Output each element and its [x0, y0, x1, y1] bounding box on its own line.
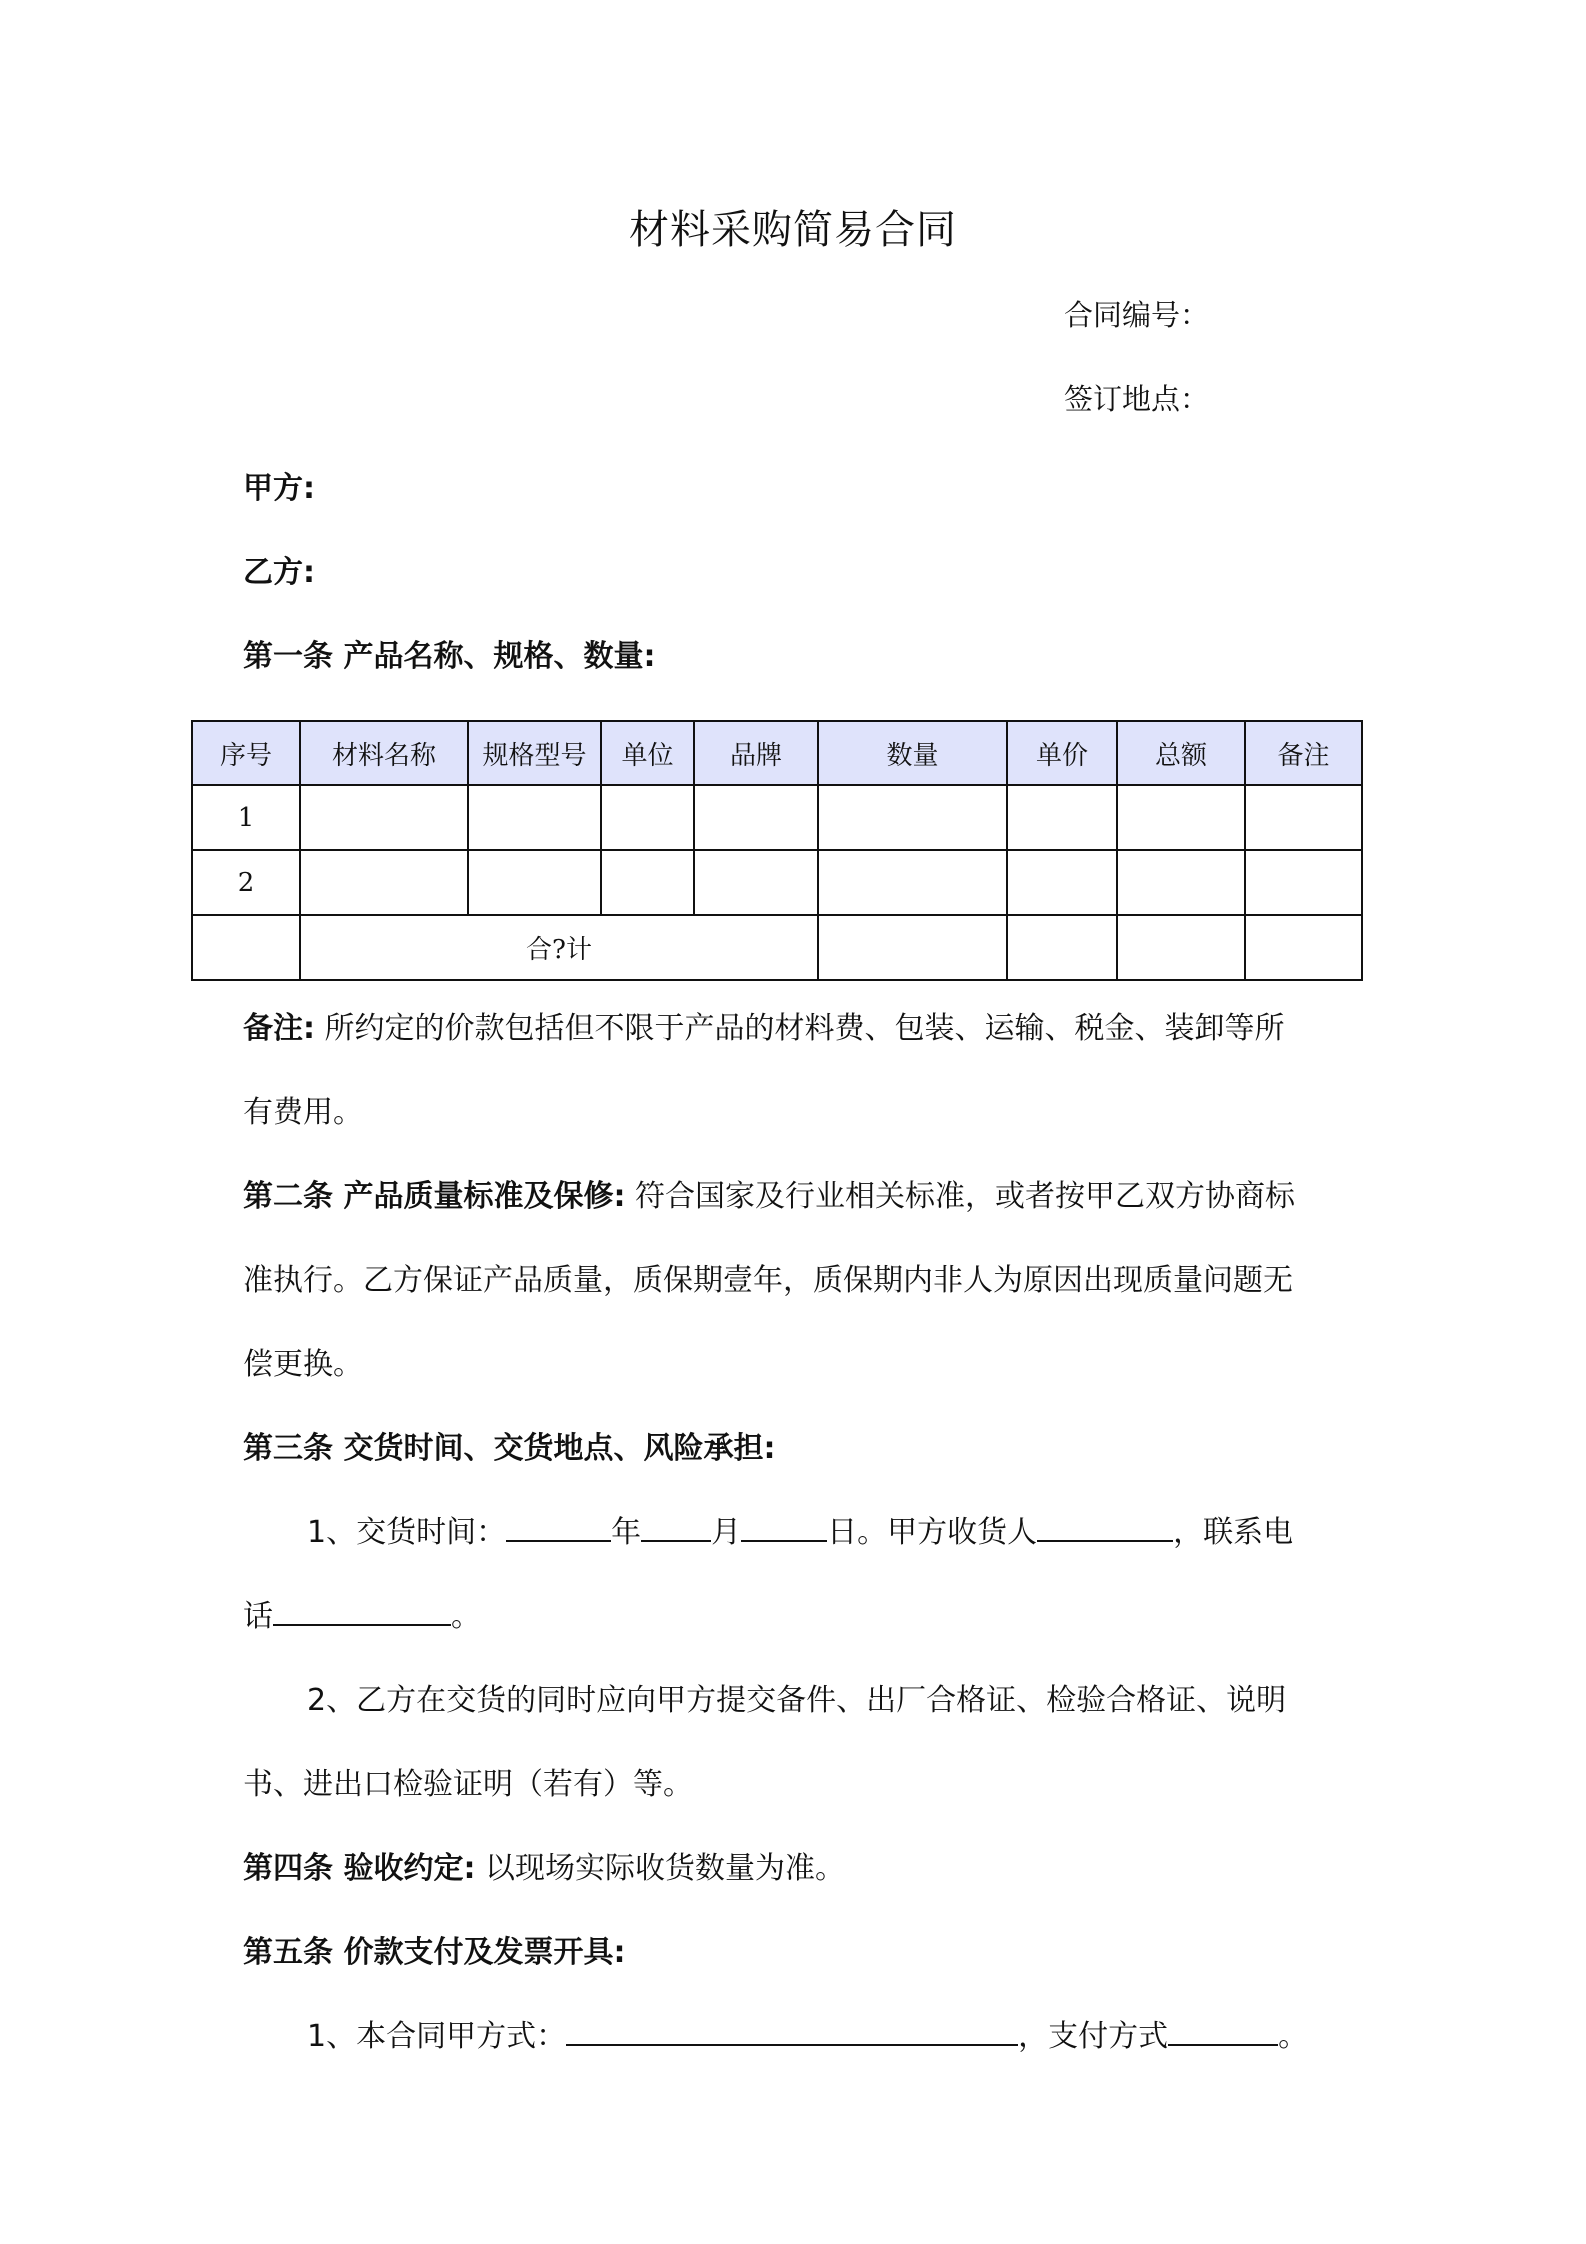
total-unit-price-cell[interactable]: [1007, 915, 1117, 980]
table-cell[interactable]: [1245, 785, 1362, 850]
table-header-row: [192, 721, 1362, 785]
telephone-end: 。: [451, 1599, 481, 1634]
table-row: [192, 850, 1362, 915]
article-2-line-1: 符合国家及行业相关标准，或者按甲乙双方协商标: [625, 1179, 1295, 1214]
article-4-text: 以现场实际收货数量为准。: [475, 1851, 845, 1886]
table-cell[interactable]: [1245, 850, 1362, 915]
receiver-blank[interactable]: [1037, 1512, 1173, 1542]
article-1-heading: 第一条 产品名称、规格、数量:: [243, 639, 656, 674]
header-remark: 备注: [1245, 721, 1362, 785]
signing-place-label: 签订地点：: [1064, 382, 1210, 416]
documents-line-1: 2、乙方在交货的同时应向甲方提交备件、出厂合格证、检验合格证、说明: [307, 1683, 1287, 1718]
documents-line-2: 书、进出口检验证明（若有）等。: [243, 1767, 693, 1802]
table-cell[interactable]: [300, 785, 468, 850]
remark-paragraph: [243, 1003, 1363, 1047]
payment-prefix: 1、本合同甲方式：: [307, 2019, 567, 2054]
table-cell[interactable]: [1007, 785, 1117, 850]
row-serial: 2: [192, 850, 300, 915]
article-4-paragraph: [243, 1843, 1363, 1887]
article-2-line-2: 准执行。乙方保证产品质量，质保期壹年，质保期内非人为原因出现质量问题无: [243, 1263, 1293, 1298]
month-blank[interactable]: [641, 1512, 711, 1542]
telephone-blank[interactable]: [273, 1596, 451, 1626]
table-cell[interactable]: [818, 850, 1007, 915]
telephone-label: 话: [243, 1599, 273, 1634]
table-cell[interactable]: [1117, 785, 1245, 850]
party-a-label: 甲方:: [243, 471, 315, 506]
table-cell[interactable]: [192, 915, 300, 980]
total-amount-cell[interactable]: [1117, 915, 1245, 980]
contract-number-label: 合同编号：: [1064, 298, 1210, 332]
total-remark-cell[interactable]: [1245, 915, 1362, 980]
table-cell[interactable]: [601, 850, 694, 915]
payment-method-label: ，支付方式: [1018, 2019, 1169, 2054]
article-5-heading: 第五条 价款支付及发票开具:: [243, 1935, 626, 1970]
day-blank[interactable]: [741, 1512, 827, 1542]
row-serial: 1: [192, 785, 300, 850]
article-4-heading: 第四条 验收约定:: [243, 1851, 476, 1886]
table-cell[interactable]: [818, 785, 1007, 850]
header-spec-model: 规格型号: [468, 721, 601, 785]
payment-method-blank[interactable]: [1168, 2016, 1278, 2046]
year-blank[interactable]: [506, 1512, 611, 1542]
article-2-line-3: 偿更换。: [243, 1347, 363, 1382]
header-unit: 单位: [601, 721, 694, 785]
table-cell[interactable]: [468, 785, 601, 850]
document-title: 材料采购简易合同: [629, 207, 957, 253]
table-cell[interactable]: [300, 850, 468, 915]
remark-label: 备注:: [243, 1011, 315, 1046]
remark-line-1: 所约定的价款包括但不限于产品的材料费、包装、运输、税金、装卸等所: [315, 1011, 1285, 1046]
table-cell[interactable]: [1117, 850, 1245, 915]
table-cell[interactable]: [468, 850, 601, 915]
header-total-amount: 总额: [1117, 721, 1245, 785]
header-brand: 品牌: [694, 721, 818, 785]
payment-end: 。: [1278, 2019, 1309, 2054]
table-cell[interactable]: [1007, 850, 1117, 915]
total-quantity-cell[interactable]: [818, 915, 1007, 980]
article-2-paragraph: [243, 1171, 1363, 1215]
telephone-line: [243, 1591, 1363, 1635]
article-3-heading: 第三条 交货时间、交货地点、风险承担:: [243, 1431, 776, 1466]
goods-table: [191, 720, 1363, 981]
header-quantity: 数量: [818, 721, 1007, 785]
payment-amount-blank[interactable]: [566, 2016, 1018, 2046]
contact-label: ，联系电: [1173, 1515, 1294, 1550]
header-serial: 序号: [192, 721, 300, 785]
year-label: 年: [611, 1515, 642, 1550]
delivery-time-prefix: 1、交货时间：: [307, 1515, 507, 1550]
table-cell[interactable]: [694, 850, 818, 915]
total-label: 合?计: [300, 915, 818, 980]
header-unit-price: 单价: [1007, 721, 1117, 785]
table-row: [192, 785, 1362, 850]
article-2-heading: 第二条 产品质量标准及保修:: [243, 1179, 626, 1214]
table-cell[interactable]: [694, 785, 818, 850]
remark-line-2: 有费用。: [243, 1095, 363, 1130]
delivery-time-line: [307, 1507, 1367, 1551]
table-cell[interactable]: [601, 785, 694, 850]
party-b-label: 乙方:: [243, 555, 315, 590]
day-label: 日。甲方收货人: [827, 1515, 1038, 1550]
header-material-name: 材料名称: [300, 721, 468, 785]
payment-line: [307, 2011, 1367, 2055]
month-label: 月: [711, 1515, 742, 1550]
table-total-row: [192, 915, 1362, 980]
